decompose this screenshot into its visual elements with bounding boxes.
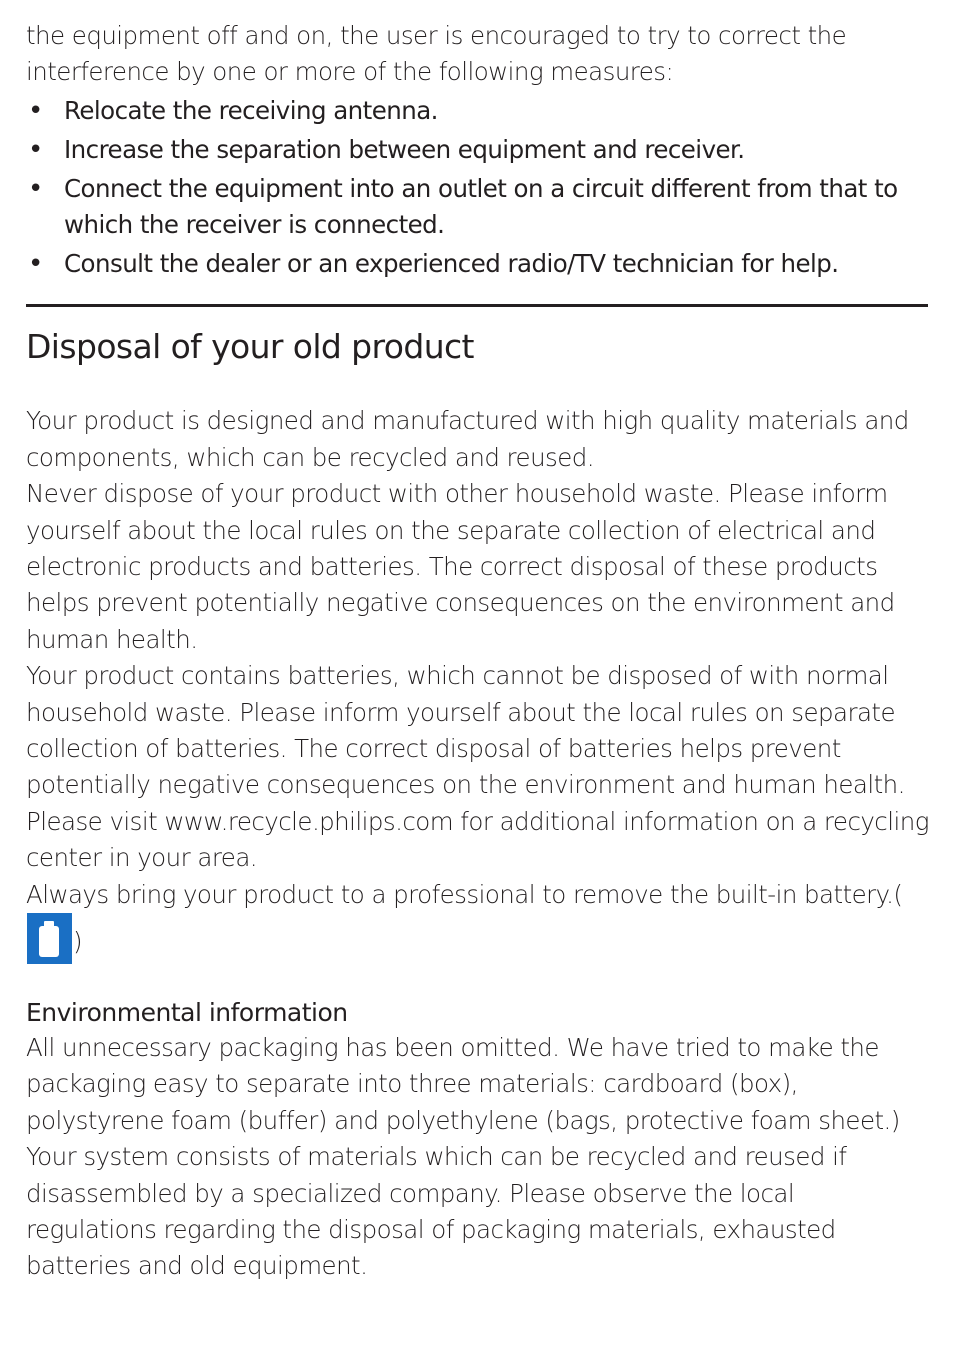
bullet-icon: • xyxy=(28,95,43,126)
environment-paragraph-2: Your system consists of materials which can be recycled and reused if disassembled by a specialized company. Please observe the local regulations regarding the disposal of packaging materials, exhausted batteries and old equipment. xyxy=(26,1142,847,1281)
document-page xyxy=(26,18,930,1285)
list-item-text: Relocate the receiving antenna. xyxy=(64,95,438,125)
list-item xyxy=(26,246,930,282)
list-item xyxy=(26,132,930,168)
disposal-paragraph-1: Your product is designed and manufactured with high quality materials and components, which can be recycled and reused. xyxy=(26,406,909,472)
disposal-section xyxy=(26,403,930,964)
list-item-text: Increase the separation between equipment and receiver. xyxy=(64,134,745,164)
list-item-text: Consult the dealer or an experienced radio/TV technician for help. xyxy=(64,248,839,278)
measures-list xyxy=(26,93,930,283)
environment-paragraph-1: All unnecessary packaging has been omitted. We have tried to make the packaging easy to separate into three materials: cardboard (box), polystyrene foam (buffer) and polyethylene (bags, protective foam sheet.) xyxy=(26,1033,900,1135)
section-divider xyxy=(26,304,928,307)
disposal-paragraph-4: Please visit www.recycle.philips.com for additional information on a recycling center in your area. xyxy=(26,806,929,873)
list-item xyxy=(26,93,930,129)
intro-paragraph: the equipment off and on, the user is encouraged to try to correct the interference by one or more of the following measures: xyxy=(26,21,847,87)
environment-heading: Environmental information xyxy=(26,998,348,1028)
bullet-icon: • xyxy=(28,134,43,165)
battery-icon xyxy=(27,913,72,964)
list-item xyxy=(26,171,930,244)
disposal-paragraph-2: Never dispose of your product with other household waste. Please inform yourself about the local rules on the separate collection of electrical and electronic products and batteries. The correct disposal of these products helps prevent potentially negative consequences on the environment and human health. xyxy=(26,479,895,654)
bullet-icon: • xyxy=(28,248,43,279)
disposal-heading: Disposal of your old product xyxy=(26,327,474,367)
battery-sentence-end: ) xyxy=(73,927,83,957)
bullet-icon: • xyxy=(28,173,43,204)
disposal-paragraph-3: Your product contains batteries, which cannot be disposed of with normal household waste. Please inform yourself about the local rules on separate collection of batteries. The correct disposal of batteries helps prevent potentially negative consequences on the environment and human health. xyxy=(26,661,905,800)
battery-sentence: Always bring your product to a professional to remove the built-in battery.( xyxy=(26,879,903,909)
list-item-text: Connect the equipment into an outlet on a circuit different from that to which the receiver is connected. xyxy=(64,173,898,240)
disposal-paragraph-5 xyxy=(26,877,930,964)
